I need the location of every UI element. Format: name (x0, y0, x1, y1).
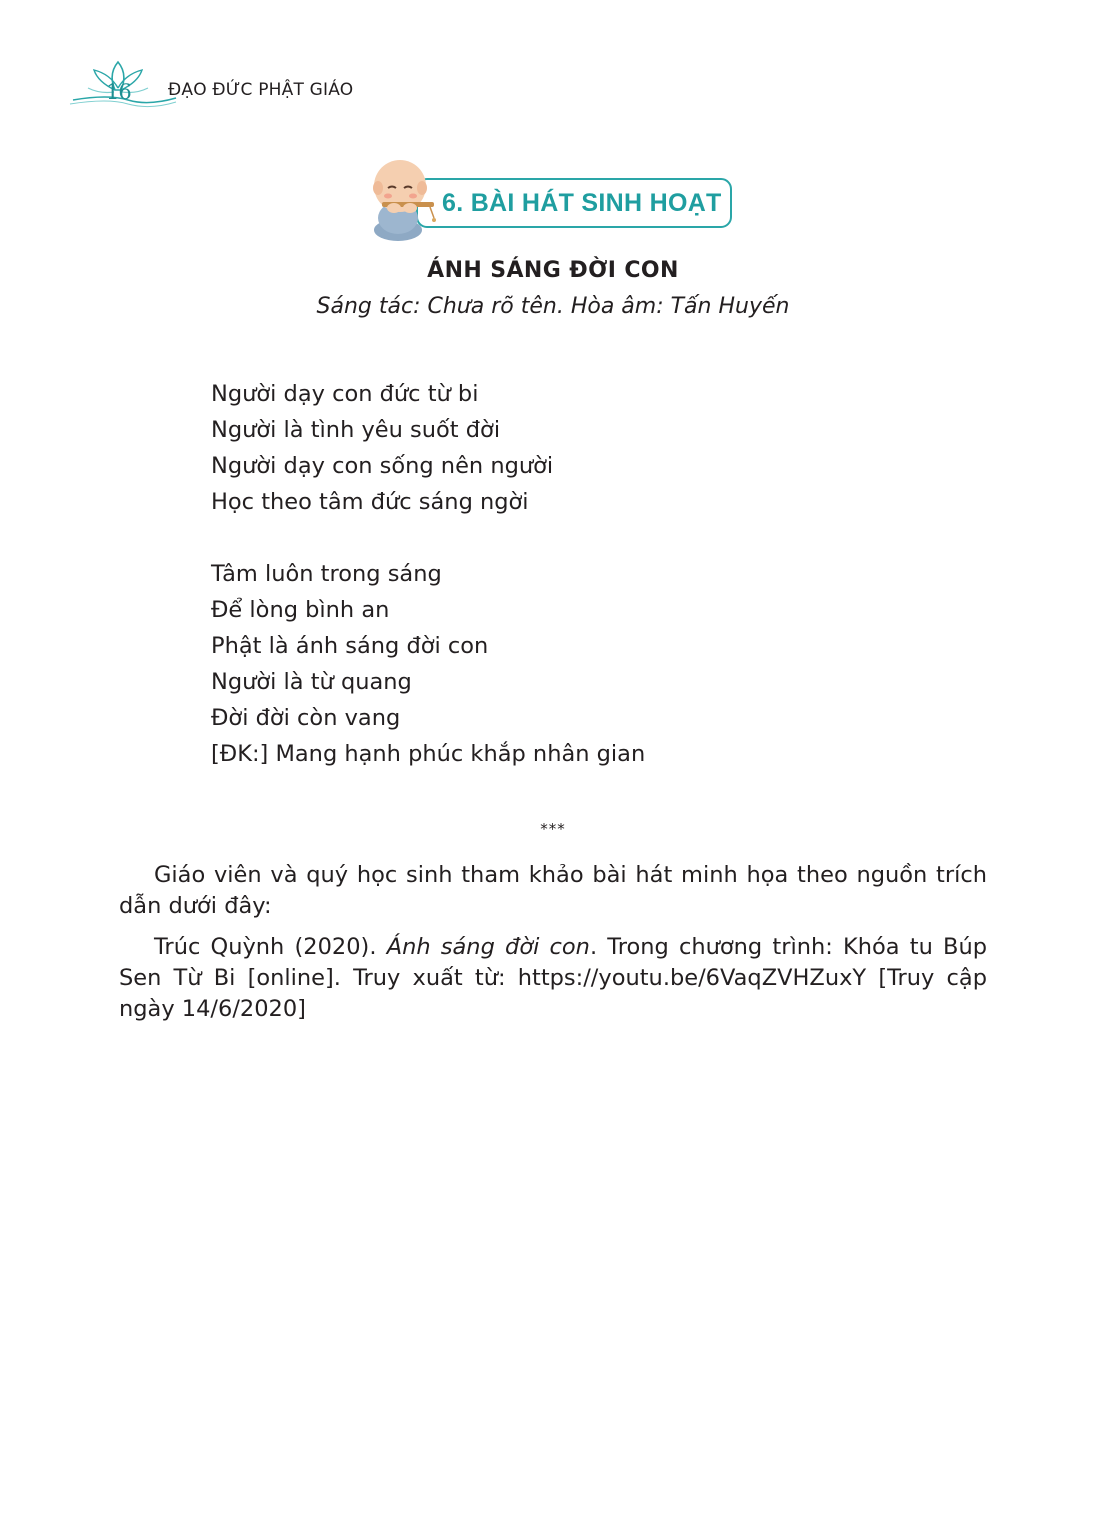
lyric-line: Đời đời còn vang (211, 705, 401, 731)
running-title: ĐẠO ĐỨC PHẬT GIÁO (168, 80, 354, 100)
lyric-line: Phật là ánh sáng đời con (211, 633, 489, 659)
monk-flute-icon (368, 152, 458, 244)
reference-paragraph (119, 932, 987, 1025)
lyric-line: Tâm luôn trong sáng (211, 561, 442, 587)
lyric-line: Người là từ quang (211, 669, 412, 695)
page-number: 16 (106, 80, 131, 104)
intro-paragraph: Giáo viên và quý học sinh tham khảo bài hát minh họa theo nguồn trích dẫn dưới đây: (119, 862, 987, 919)
lyric-line: Người là tình yêu suốt đời (211, 417, 501, 443)
lyric-line: Học theo tâm đức sáng ngời (211, 489, 529, 515)
section-separator: *** (540, 820, 566, 838)
section-title: 6. BÀI HÁT SINH HOẠT (442, 189, 722, 217)
lyric-line: Người dạy con đức từ bi (211, 381, 479, 407)
lyric-line: Để lòng bình an (211, 597, 390, 623)
page-header (68, 60, 388, 110)
lyrics (211, 376, 645, 772)
lyric-line: [ĐK:] Mang hạnh phúc khắp nhân gian (211, 741, 646, 767)
song-title: ÁNH SÁNG ĐỜI CON (427, 258, 679, 283)
song-credit: Sáng tác: Chưa rõ tên. Hòa âm: Tấn Huyến (316, 294, 790, 319)
lyric-line: Người dạy con sống nên người (211, 453, 554, 479)
reference-work-title: Ánh sáng đời con (386, 934, 590, 960)
reference-author-year: Trúc Quỳnh (2020). (154, 934, 377, 960)
reference-details: . Trong chương trình: Khóa tu Búp Sen Từ Bi [online]. Truy xuất từ: https://youtu.be/6VaqZVHZuxY [Truy cập ngày 14/6/2020] (119, 934, 987, 1022)
section-badge (368, 152, 740, 244)
stanza-gap (211, 520, 645, 556)
